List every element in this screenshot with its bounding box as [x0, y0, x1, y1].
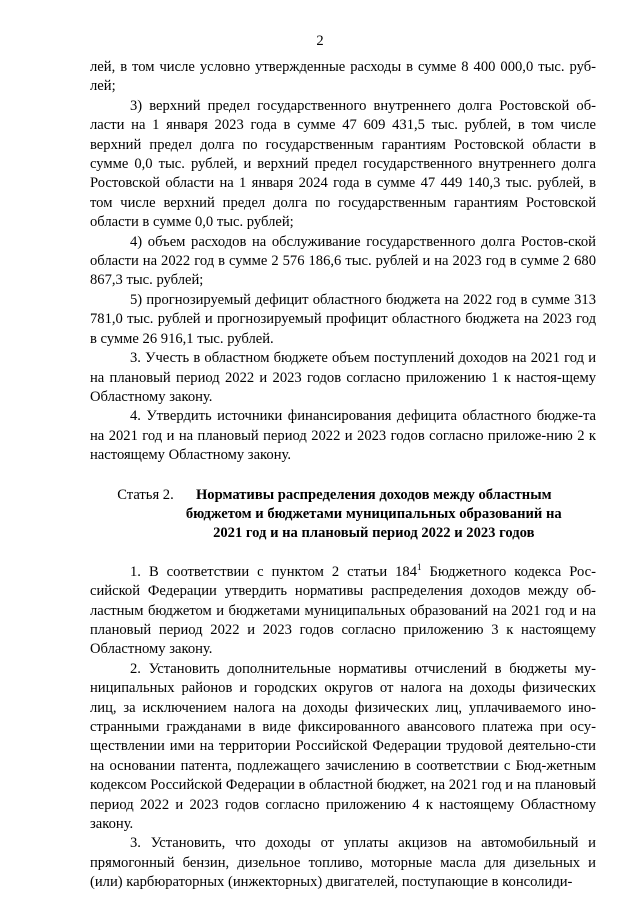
article-label: Статья 2.: [117, 486, 174, 503]
article-title: Нормативы распределения доходов между областным бюджетом и бюджетами муниципальных образований на 2021 год и на плановый период 2022 и 2023 годов: [185, 486, 562, 542]
superscript: 1: [417, 561, 422, 572]
paragraph-revenue: 3. Учесть в областном бюджете объем поступлений доходов на 2021 год и на плановый период 2022 и 2023 годов согласно приложению 1 к настоя-щему Областному закону.: [90, 350, 596, 405]
paragraph-deficit: 5) прогнозируемый дефицит областного бюджета на 2022 год в сумме 313 781,0 тыс. рублей и прогнозируемый профицит областного бюджета на 2023 год в сумме 26 916,1 тыс. рублей.: [90, 291, 596, 347]
paragraph-article2-item1: [90, 563, 596, 660]
article-heading: [90, 486, 596, 544]
page-number: 2: [316, 33, 324, 49]
paragraph-article2-item3: 3. Установить, что доходы от уплаты акцизов на автомобильный и прямогонный бензин, дизельное топливо, моторные масла для дизельных и (или) карбюраторных (инжекторных) двигателей, поступающие в консолиди-: [90, 835, 596, 891]
document-body: [90, 58, 596, 893]
paragraph-text-end: Бюджетного кодекса Рос-сийской Федерации утвердить нормативы распределения доходов между об-ластным бюджетом и бюджетами муниципальных образований на 2021 год и на плановый период 2022 и 2023 годов согласно приложению 3 к настоящему Областному закону.: [90, 563, 597, 658]
paragraph-text-start: 1. В соответствии с пунктом 2 статьи 184: [130, 563, 418, 580]
paragraph-continuation: лей, в том числе условно утвержденные расходы в сумме 8 400 000,0 тыс. руб-лей;: [90, 59, 596, 95]
paragraph-debt-service: 4) объем расходов на обслуживание государственного долга Ростов-ской области на 2022 год в сумме 2 576 186,6 тыс. рублей и на 2023 год в сумме 2 680 867,3 тыс. рублей;: [90, 233, 596, 289]
paragraph-article2-item2: 2. Установить дополнительные нормативы отчислений в бюджеты му-ниципальных районов и городских округов от налога на доходы физических лиц, за исключением налога на доходы физических лиц, уплачиваемого ино-странными гражданами в виде фиксированного авансового платежа при осу-ществлении ими на территории Российской Федерации трудовой деятельно-сти на основании патента, подлежащего зачислению в соответствии с Бюд-жетным кодексом Российской Федерации в областной бюджет, на 2021 год и на плановый период 2022 и 2023 годов согласно приложению 4 к настоящему Областному закону.: [90, 660, 596, 833]
paragraph-financing-sources: 4. Утвердить источники финансирования дефицита областного бюдже-та на 2021 год и на плановый период 2022 и 2023 годов согласно приложе-нию 2 к настоящему Областному закону.: [90, 408, 596, 464]
paragraph-debt-ceiling: 3) верхний предел государственного внутреннего долга Ростовской об-ласти на 1 января 2023 года в сумме 47 609 431,5 тыс. рублей, в том числе верхний предел долга по государственным гарантиям Ростовской области в сумме 0,0 тыс. рублей, и верхний предел государственного внутреннего долга Ростовской области на 1 января 2024 года в сумме 47 449 140,3 тыс. рублей, в том числе верхний предел долга по государственным гарантиям Ростовской области в сумме 0,0 тыс. рублей;: [90, 97, 596, 231]
